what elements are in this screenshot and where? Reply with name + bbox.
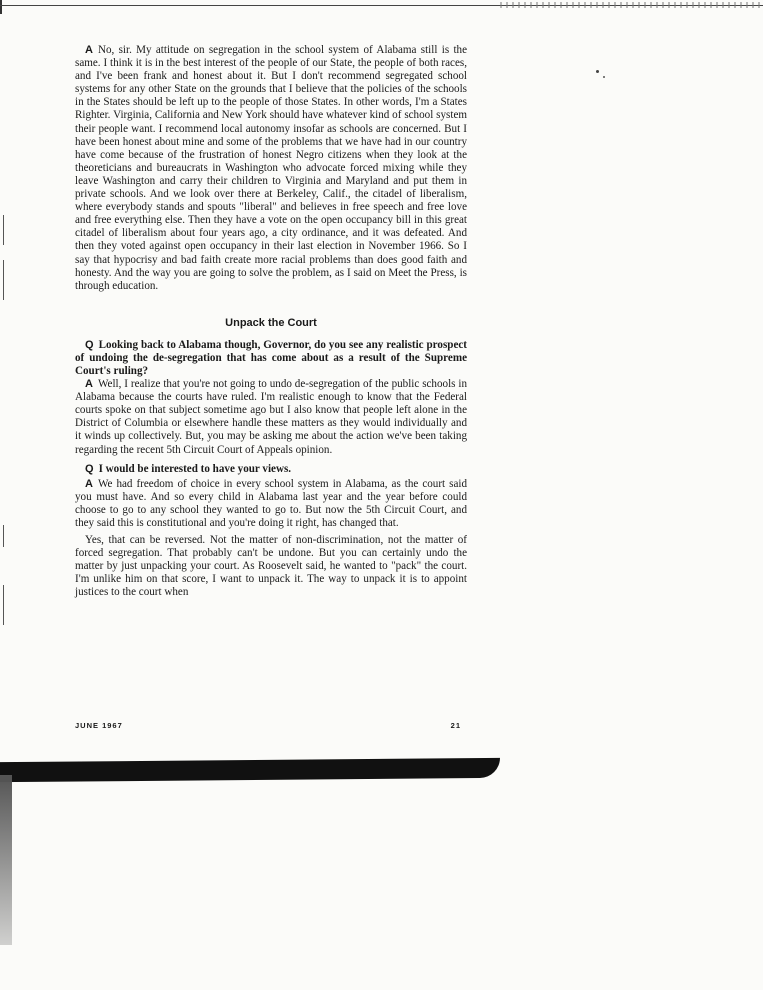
question-text: I would be interested to have your views. xyxy=(98,462,292,475)
question-text: Looking back to Alabama though, Governor, do you see any realistic prospect of undoing the de-segregation that has come about as a result of the Supreme Court's ruling? xyxy=(75,338,467,377)
answer-paragraph xyxy=(75,44,467,293)
question-paragraph xyxy=(75,339,467,378)
question-marker: Q xyxy=(85,462,94,475)
footer-date: JUNE 1967 xyxy=(75,721,123,730)
answer-marker: A xyxy=(85,378,93,391)
margin-mark xyxy=(3,215,4,245)
question-marker: Q xyxy=(85,338,94,351)
margin-mark xyxy=(3,585,4,625)
answer-paragraph xyxy=(75,378,467,457)
body-paragraph: Yes, that can be reversed. Not the matter of non-discrimination, not the matter of forced segregation. That probably can't be undone. But you can certainly undo the matter by just unpacking your court. As Roosevelt said, he wanted to "pack" the court. I'm unlike him on that score, I want to unpack it. The way to unpack it is to appoint justices to the court when xyxy=(75,534,467,599)
scan-edge-mark xyxy=(0,0,2,14)
scan-bottom-edge xyxy=(0,758,500,782)
question-paragraph xyxy=(75,463,467,476)
answer-marker: A xyxy=(85,44,93,56)
scan-speck xyxy=(603,76,605,78)
article-page xyxy=(75,44,467,600)
page-number: 21 xyxy=(450,721,461,730)
answer-text: Well, I realize that you're not going to undo de-segregation of the public schools in Alabama because the courts have ruled. I'm realistic enough to know that the Federal courts spoke on that subject sometime ago but I also know that people left alone in the District of Columbia or elsewhere handle these matters as they would individually and it winds up collectively. But, you may be asking me about the action we've been taking regarding the recent 5th Circuit Court of Appeals opinion. xyxy=(75,378,467,456)
scan-speck xyxy=(596,70,599,73)
page-footer xyxy=(75,721,467,733)
section-heading: Unpack the Court xyxy=(225,316,317,329)
answer-text: We had freedom of choice in every school system in Alabama, as the court said you must have. And so every child in Alabama last year and the year before could choose to go to any school they wanted to go to. But now the 5th Circuit Court, and they said this is constitutional and you're doing it right, has changed that. xyxy=(75,477,467,529)
margin-mark xyxy=(3,525,4,547)
scan-noise xyxy=(500,2,763,8)
answer-text: No, sir. My attitude on segregation in the school system of Alabama still is the same. I think it is in the best interest of the people of our State, the people of both races, and I've been frank and honest about it. But I don't recommend segregated school systems for any other State on the grounds that I believe that the policies of the schools in the States should be left up to the people of those States. In other words, I'm a States Righter. Virginia, California and New York should have whatever kind of school system their people want. I recommend local autonomy insofar as schools are concerned. But I have been honest about mine and some of the problems that we have had in our country have come because of the frustration of honest Negro citizens when they look at the theoreticians and bureaucrats in Washington who advocate forced mixing while they leave Washington and carry their children to Virginia and Maryland and put them in private schools. And we look over there at Berkeley, Calif., the citadel of liberalism, where everybody stands and spouts "liberal" and believes in free speech and free love and free everything else. Then they have a vote on the open occupancy bill in this great citadel of liberalism about four years ago, a city ordinance, and it was defeated. And then they voted against open occupancy in their last election in November 1966. So I say that hypocrisy and bad faith create more racial problems than does good faith and honesty. And the way you are going to solve the problem, as I said on Meet the Press, is through education. xyxy=(75,44,467,292)
margin-mark xyxy=(3,260,4,300)
answer-paragraph xyxy=(75,478,467,530)
scan-left-edge xyxy=(0,775,12,945)
answer-marker: A xyxy=(85,477,93,490)
